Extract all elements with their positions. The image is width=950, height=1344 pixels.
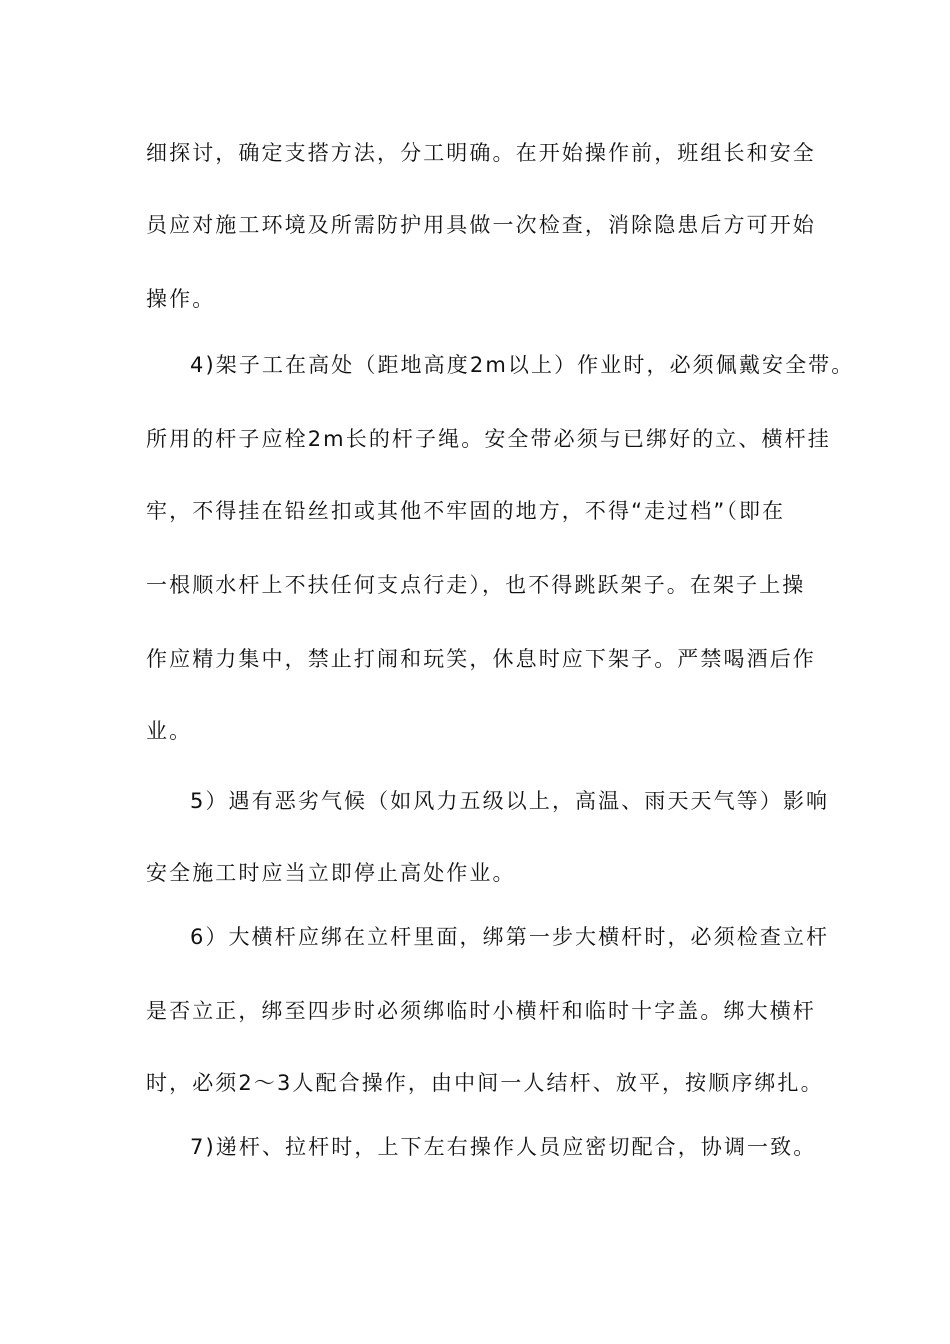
text-line: 员应对施工环境及所需防护用具做一次检查，消除隐患后方可开始 [146,213,816,237]
text-line: 一根顺水杆上不扶任何支点行走），也不得跳跃架子。在架子上操 [146,573,806,597]
paragraph-4-start: 4)架子工在高处（距地高度2m以上）作业时，必须佩戴安全带。 [190,353,855,377]
text-line: 所用的杆子应栓2m长的杆子绳。安全带必须与已绑好的立、横杆挂 [146,427,831,451]
text-line: 是否立正，绑至四步时必须绑临时小横杆和临时十字盖。绑大横杆 [146,999,816,1023]
text-line: 牢，不得挂在铅丝扣或其他不牢固的地方，不得“走过档”（即在 [146,499,786,523]
text-line: 业。 [146,719,193,743]
text-line: 时，必须2～3人配合操作，由中间一人结杆、放平，按顺序绑扎。 [146,1071,824,1095]
text-line: 作应精力集中，禁止打闹和玩笑，休息时应下架子。严禁喝酒后作 [146,647,816,671]
paragraph-6-start: 6）大横杆应绑在立杆里面，绑第一步大横杆时，必须检查立杆 [190,925,830,949]
paragraph-7-start: 7)递杆、拉杆时，上下左右操作人员应密切配合，协调一致。 [190,1135,817,1159]
text-line: 细探讨，确定支搭方法，分工明确。在开始操作前，班组长和安全 [146,141,816,165]
paragraph-5-start: 5）遇有恶劣气候（如风力五级以上，高温、雨天天气等）影响 [190,789,830,813]
text-line: 安全施工时应当立即停止高处作业。 [146,861,516,885]
text-line: 操作。 [146,287,216,311]
